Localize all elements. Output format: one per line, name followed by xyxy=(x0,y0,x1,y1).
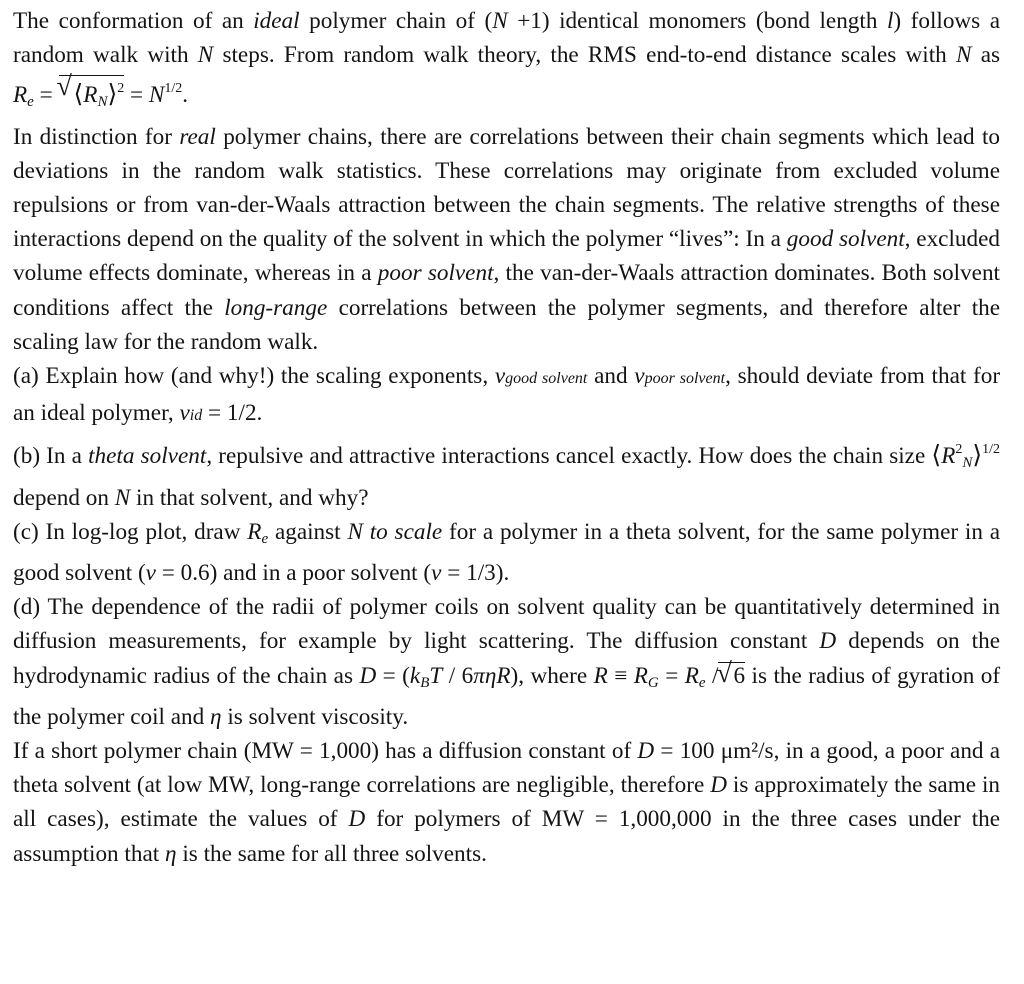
eq-sym: R xyxy=(83,82,98,109)
question-b xyxy=(13,433,1000,514)
question-a xyxy=(13,359,1000,433)
eq-sym: ≡ xyxy=(614,662,628,689)
text: for a polymer in a theta solvent, for the same polymer in a good solvent ( xyxy=(13,518,1001,587)
text: (d) The dependence of the radii of polymer coils on solvent quality can be quantitatively determined in diffusion measurements, for example by light scattering. The diffusion constant xyxy=(13,594,1000,655)
var-d: D xyxy=(637,738,655,765)
nu-symbol: ν xyxy=(145,560,156,587)
var-d: D xyxy=(710,772,727,799)
text: correlations between the polymer segments, and therefore alter the scaling law for the random walk. xyxy=(13,294,1001,355)
eq-sub: e xyxy=(27,94,34,111)
text: = 1/2. xyxy=(208,400,263,427)
eq-sym: πη xyxy=(473,662,497,689)
eq-sym: R xyxy=(633,662,648,689)
eq-sub: G xyxy=(647,674,659,691)
text: +1) identical monomers (bond length xyxy=(517,8,878,34)
r-subscript: e xyxy=(261,530,269,547)
eq-sym: ⟩ xyxy=(107,81,118,109)
eq-sub: N xyxy=(97,94,108,111)
var-d: D xyxy=(348,806,366,833)
text: depend on xyxy=(13,484,109,511)
text: and xyxy=(594,363,628,390)
eq-sym: / xyxy=(712,662,719,689)
nu-subscript: good solvent xyxy=(505,370,588,388)
eq-sym: k xyxy=(409,662,421,689)
text: , repulsive and attractive interactions cancel exactly. How does the chain size xyxy=(206,443,926,470)
eq-sym: R xyxy=(496,662,511,689)
eq-sym: ⟨ xyxy=(73,81,84,109)
text: (c) In log-log plot, draw xyxy=(13,518,241,545)
var-n: N xyxy=(197,42,214,69)
text: in that solvent, and why? xyxy=(136,484,369,511)
eq-sup: 1/2 xyxy=(164,81,183,97)
text: The conformation of an xyxy=(13,8,244,34)
eq-sup: 2 xyxy=(117,81,125,97)
eq-sym: = xyxy=(665,662,679,689)
text: polymer chains, there are correlations between their chain segments which lead to deviations in the random walk statistics. These correlations may originate from excluded volume repulsions or from van-der-Waals attraction between the chain segments. The relative strengths of these interactions depend on the quality of the solvent in which the polymer “lives”: In a xyxy=(13,123,1001,253)
var-n: N xyxy=(347,518,363,545)
eq-sym: 6 xyxy=(733,662,746,689)
text: = 100 μm²/s, in a good, a poor and a theta solvent (at low MW, long-range correlations are negligible, therefore xyxy=(13,738,1001,799)
text: (a) Explain how (and why!) the scaling exponents, xyxy=(13,363,489,390)
nu-symbol: ν xyxy=(634,363,645,390)
eq-sym: R xyxy=(684,662,699,689)
nu-symbol: ν xyxy=(431,560,442,587)
real-term: real xyxy=(179,123,216,150)
eq-sym: ) xyxy=(510,662,519,689)
text: is solvent viscosity. xyxy=(227,703,409,730)
eq-sym: N xyxy=(148,82,165,109)
eq-sym: R xyxy=(941,443,956,470)
final-paragraph xyxy=(13,734,1000,871)
rms-equation xyxy=(13,81,189,111)
real-chains-paragraph xyxy=(13,120,1000,359)
var-r: R xyxy=(247,518,262,545)
theta-solvent-term: theta solvent xyxy=(88,443,207,470)
chain-size-expression xyxy=(931,442,1001,472)
eq-sym: ⟩ xyxy=(972,442,983,470)
eq-sym: R xyxy=(13,82,28,109)
eq-sym: = ( xyxy=(382,662,410,689)
sqrt-sign xyxy=(718,662,745,689)
text: is the radius of gyration of the polymer coil and xyxy=(13,662,1001,730)
eq-sym: R xyxy=(593,662,608,689)
text: If a short polymer chain (MW = 1,000) has a diffusion constant of xyxy=(13,738,632,765)
text: , should deviate from that for an ideal polymer, xyxy=(13,363,1001,427)
eta-symbol: η xyxy=(165,840,177,867)
eq-sub: e xyxy=(698,674,706,691)
eq-sub: B xyxy=(420,674,430,691)
good-solvent-term: good solvent xyxy=(786,226,905,253)
text: In distinction for xyxy=(13,123,172,150)
text: , excluded volume effects dominate, whereas in a xyxy=(13,226,1000,287)
stokes-einstein-equation xyxy=(359,663,518,689)
var-n: N xyxy=(956,42,972,69)
eq-sup: 1/2 xyxy=(982,442,1001,458)
text: = 0.6) and in a poor solvent ( xyxy=(161,560,432,587)
intro-paragraph xyxy=(13,4,1000,120)
eq-sym: = xyxy=(130,82,144,109)
text: , the van-der-Waals attraction dominates. Both solvent conditions affect the xyxy=(13,260,1000,321)
text: is approximately the same in all cases), estimate the values of xyxy=(13,772,1001,833)
text: against xyxy=(274,518,341,545)
question-d xyxy=(13,590,1000,734)
ideal-term: ideal xyxy=(253,8,300,34)
eq-sub: N xyxy=(962,455,973,472)
eq-sym: D xyxy=(359,662,377,689)
var-l: l xyxy=(886,8,894,34)
text: for polymers of MW = 1,000,000 in the three cases under the assumption that xyxy=(13,806,1001,867)
eq-sym: ⟨ xyxy=(931,442,942,470)
nu-subscript: id xyxy=(189,407,203,425)
text: steps. From random walk theory, the RMS end-to-end distance scales with xyxy=(222,42,947,69)
eq-sym: / 6 xyxy=(448,662,474,689)
sqrt-sign xyxy=(59,75,125,115)
eta-symbol: η xyxy=(210,703,222,730)
gyration-radius-equation xyxy=(594,663,746,689)
question-c xyxy=(13,515,1000,590)
nu-subscript: poor solvent xyxy=(644,370,726,388)
long-range-term: long-range xyxy=(224,294,328,321)
eq-sup: 2 xyxy=(955,442,963,458)
eq-sym: T xyxy=(429,662,443,689)
var-d: D xyxy=(819,628,837,655)
text: (b) In a xyxy=(13,443,82,470)
text: is the same for all three solvents. xyxy=(182,840,487,867)
nu-symbol: ν xyxy=(179,400,190,427)
text: as xyxy=(980,42,1001,69)
text: depends on the hydrodynamic radius of the chain as xyxy=(13,628,1001,689)
eq-sym: = xyxy=(39,82,53,109)
var-n: N xyxy=(492,8,508,34)
eq-sym: . xyxy=(182,82,189,109)
poor-solvent-term: poor solvent xyxy=(377,260,494,287)
var-n: N xyxy=(114,484,131,511)
text: ) follows a random walk with xyxy=(13,8,1000,69)
to-scale-term: to scale xyxy=(369,518,443,545)
text: = 1/3). xyxy=(447,560,510,587)
nu-symbol: ν xyxy=(494,363,506,390)
text: polymer chain of ( xyxy=(309,8,493,34)
text: , where xyxy=(518,662,588,689)
